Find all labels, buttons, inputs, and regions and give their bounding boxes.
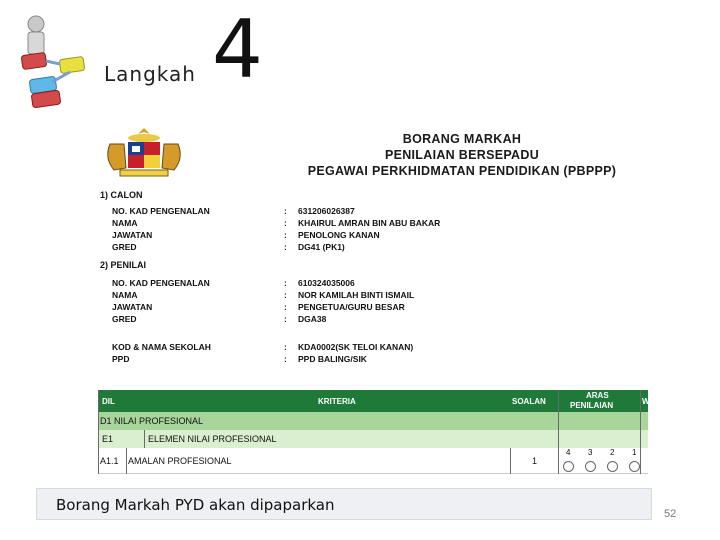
field-label: NO. KAD PENGENALAN [112,278,210,288]
field-value: PENGETUA/GURU BESAR [298,302,405,312]
level-radio[interactable] [629,461,640,472]
penilai-row [112,278,652,290]
level-radio[interactable] [607,461,618,472]
calon-row [112,242,652,254]
calon-row [112,218,652,230]
separator: : [284,290,287,300]
level-label: 4 [566,448,571,457]
row-code: A1.1 [100,456,119,466]
level-radio[interactable] [563,461,574,472]
level-radio[interactable] [585,461,596,472]
table-divider [558,390,559,474]
table-divider [510,448,511,474]
form-title-line-3: PEGAWAI PERKHIDMATAN PENDIDIKAN (PBPPP) [307,164,617,178]
field-value: NOR KAMILAH BINTI ISMAIL [298,290,415,300]
field-label: PPD [112,354,130,364]
row-label: AMALAN PROFESIONAL [128,456,232,466]
slide-caption: Borang Markah PYD akan dipaparkan [56,496,335,514]
field-label: JAWATAN [112,302,153,312]
row-code: E1 [102,434,114,444]
table-row [98,430,648,448]
header-aras: ARAS [586,391,609,400]
penilai-row [112,302,652,314]
level-label: 1 [632,448,637,457]
field-label: GRED [112,314,137,324]
school-row [112,342,652,354]
header-penilaian: PENILAIAN [570,401,614,410]
level-label: 2 [610,448,615,457]
page-number: 52 [664,508,677,520]
field-label: NO. KAD PENGENALAN [112,206,210,216]
field-value: 610324035006 [298,278,355,288]
score-form-document [92,118,652,486]
field-value: DG41 (PK1) [298,242,345,252]
table-divider [98,390,99,474]
field-label: KOD & NAMA SEKOLAH [112,342,211,352]
separator: : [284,342,287,352]
field-value: PENOLONG KANAN [298,230,380,240]
field-value: PPD BALING/SIK [298,354,367,364]
step-number: 4 [212,3,263,96]
row-soalan: 1 [532,456,538,466]
header-w: W [642,397,650,406]
field-label: NAMA [112,218,138,228]
separator: : [284,278,287,288]
table-row [98,412,648,430]
field-value: KHAIRUL AMRAN BIN ABU BAKAR [298,218,441,228]
penilai-row [112,290,652,302]
row-code: D1 NILAI PROFESIONAL [100,416,204,426]
header-dil: DIL [102,397,115,406]
field-value: KDA0002(SK TELOI KANAN) [298,342,414,352]
separator: : [284,302,287,312]
calon-heading: 1) CALON [100,190,143,200]
penilai-row [112,314,652,326]
field-value: DGA38 [298,314,327,324]
form-title-line-2: PENILAIAN BERSEPADU [384,148,540,162]
coat-of-arms-icon [98,124,190,180]
step-label: Langkah [104,62,196,86]
table-row [98,448,648,474]
row-label: ELEMEN NILAI PROFESIONAL [148,434,277,444]
level-label: 3 [588,448,593,457]
separator: : [284,218,287,228]
table-divider [144,430,145,448]
separator: : [284,206,287,216]
field-label: GRED [112,242,137,252]
calon-row [112,230,652,242]
form-title-line-1: BORANG MARKAH [402,132,522,146]
header-soalan: SOALAN [512,397,546,406]
separator: : [284,314,287,324]
table-divider [126,448,127,474]
field-label: NAMA [112,290,138,300]
table-divider [640,390,641,474]
separator: : [284,230,287,240]
separator: : [284,242,287,252]
penilai-heading: 2) PENILAI [100,260,147,270]
ppd-row [112,354,652,366]
table-header [98,390,648,412]
header-kriteria: KRITERIA [318,397,356,406]
process-logo-icon [14,12,94,108]
calon-row [112,206,652,218]
separator: : [284,354,287,364]
field-label: JAWATAN [112,230,153,240]
field-value: 631206026387 [298,206,355,216]
